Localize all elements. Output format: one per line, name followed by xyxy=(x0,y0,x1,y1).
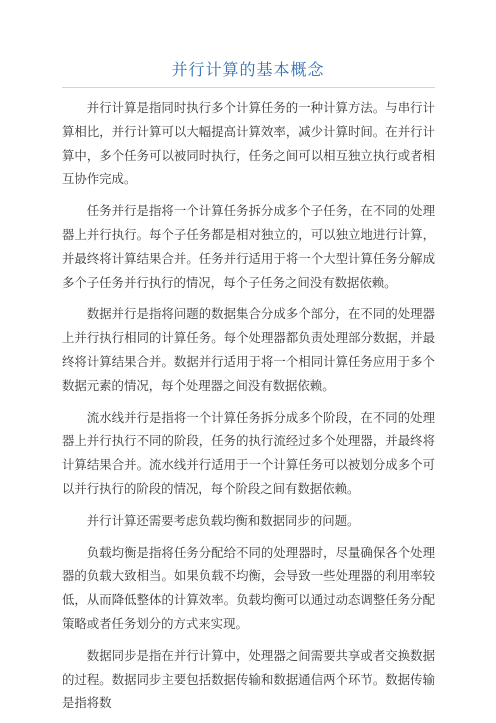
paragraph-data-parallel: 数据并行是指将问题的数据集合分成多个部分，在不同的处理器上并行执行相同的计算任务。每个处理器都负责处理部分数据，并最终将计算结果合并。数据并行适用于将一个相同计算任务应用于多个数据元素的情况，每个处理器之间没有数据依赖。 xyxy=(62,306,435,393)
paragraph-load-balancing: 负载均衡是指将任务分配给不同的处理器时，尽量确保各个处理器的负载大致相当。如果负载不均衡，会导致一些处理器的利用率较低，从而降低整体的计算效率。负载均衡可以通过动态调整任务分配策略或者任务划分的方式来实现。 xyxy=(62,544,435,631)
paragraph-load-sync-intro: 并行计算还需要考虑负载均衡和数据同步的问题。 xyxy=(86,512,360,528)
paragraph-intro: 并行计算是指同时执行多个计算任务的一种计算方法。与串行计算相比，并行计算可以大幅提高计算效率，减少计算时间。在并行计算中，多个任务可以被同时执行，任务之间可以相互独立执行或者相互协作完成。 xyxy=(62,100,435,187)
paragraph-data-sync: 数据同步是指在并行计算中，处理器之间需要共享或者交换数据的过程。数据同步主要包括数据传输和数据通信两个环节。数据传输是指将数 xyxy=(62,647,435,711)
paragraph-task-parallel: 任务并行是指将一个计算任务拆分成多个子任务，在不同的处理器上并行执行。每个子任务都是相对独立的，可以独立地进行计算，并最终将计算结果合并。任务并行适用于将一个大型计算任务分解成多个子任务并行执行的情况，每个子任务之间没有数据依赖。 xyxy=(62,203,435,290)
title-divider xyxy=(62,87,435,88)
document-title: 并行计算的基本概念 xyxy=(171,60,325,79)
document-body xyxy=(62,96,435,723)
paragraph-pipeline-parallel: 流水线并行是指将一个计算任务拆分成多个阶段，在不同的处理器上并行执行不同的阶段，任务的执行流经过多个处理器，并最终将计算结果合并。流水线并行适用于一个计算任务可以被划分成多个可以并行执行的阶段的情况，每个阶段之间有数据依赖。 xyxy=(62,409,435,496)
